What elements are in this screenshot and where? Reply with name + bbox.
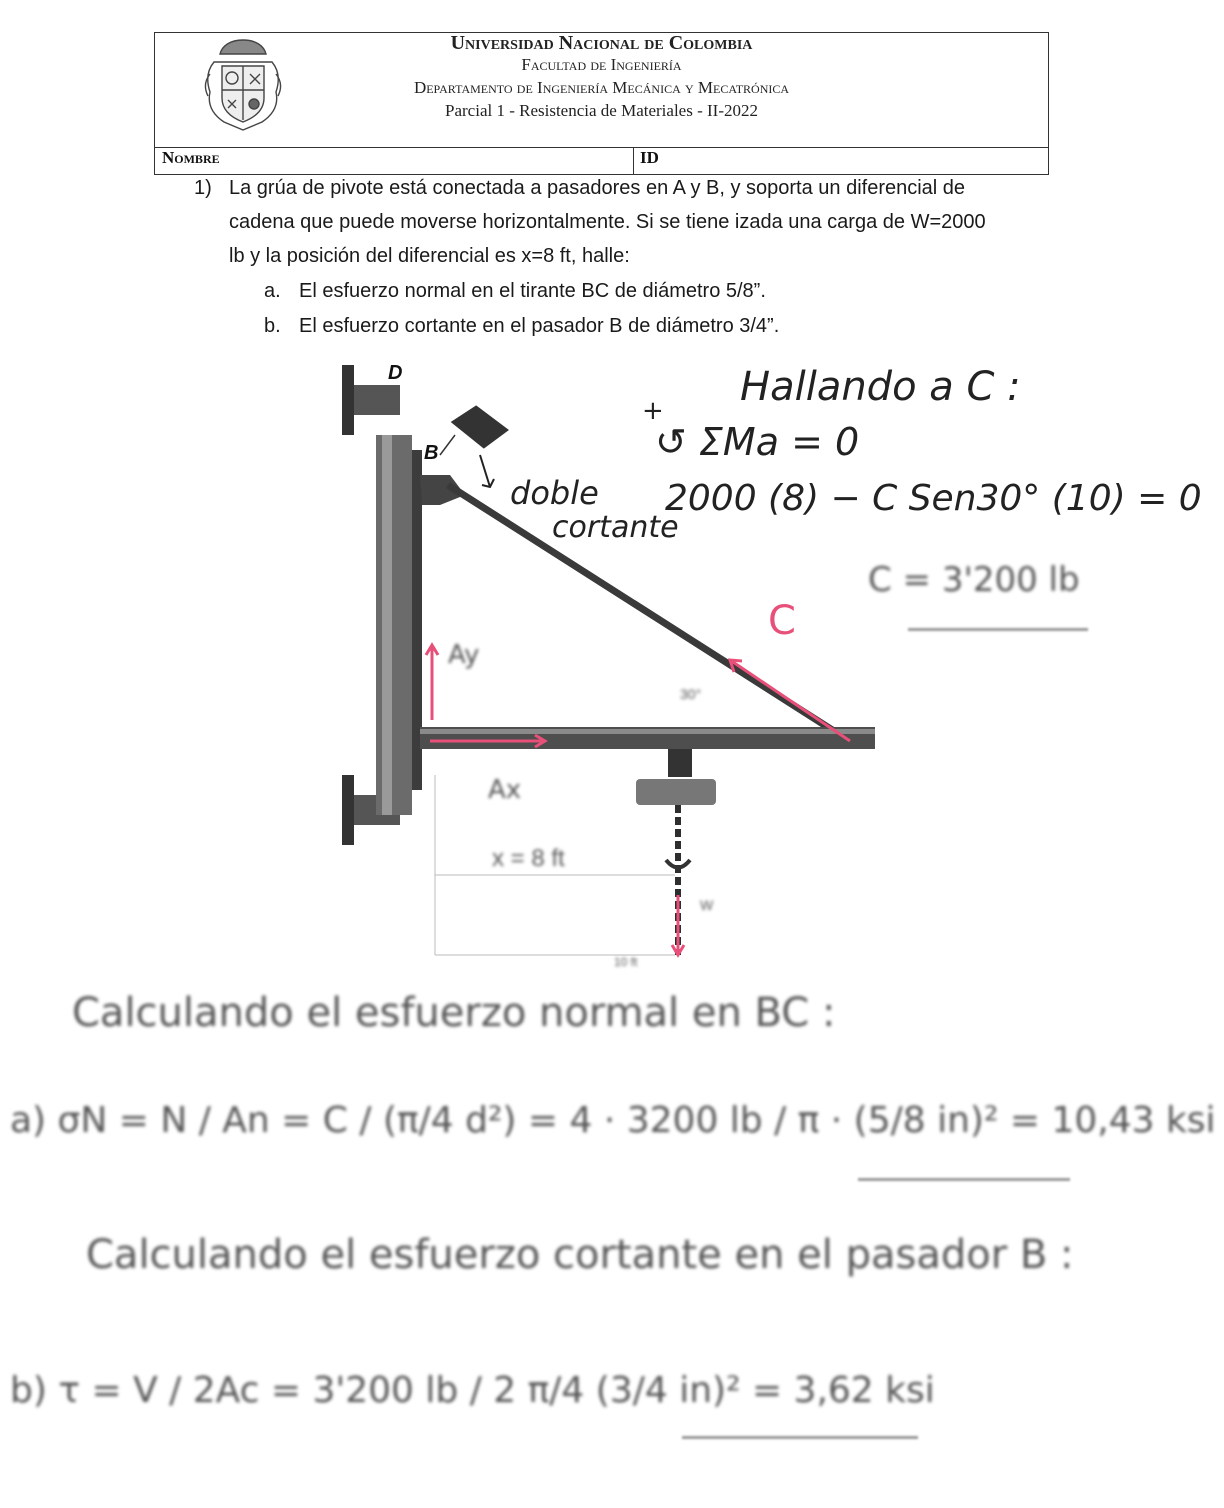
exam-title: Parcial 1 - Resistencia de Materiales - II-2022 <box>445 101 758 120</box>
label-angle: 30° <box>680 686 702 702</box>
problem-number: 1) <box>194 177 212 199</box>
note-cortante: cortante <box>552 510 679 545</box>
result-c-underline <box>908 628 1088 631</box>
sum-plus: + <box>642 396 664 426</box>
moment-equation: 2000 (8) − C Sen30° (10) = 0 <box>665 478 1202 519</box>
sum-moments: ↺ ΣMa = 0 <box>655 420 860 464</box>
label-x: x = 8 ft <box>492 845 565 872</box>
note-doble: doble <box>510 474 599 512</box>
problem-line-2: cadena que puede moverse horizontalmente. Si se tiene izada una carga de W=2000 <box>229 211 986 233</box>
label-d: D <box>388 362 403 384</box>
problem-line-1: La grúa de pivote está conectada a pasadores en A y B, y soporta un diferencial de <box>229 177 966 199</box>
university-name: Universidad Nacional de Colombia <box>450 32 753 54</box>
faculty-name: Facultad de Ingeniería <box>521 55 682 74</box>
result-b-underline <box>682 1436 918 1439</box>
part-a-equation: a) σN = N / An = C / (π/4 d²) = 4 · 3200 lb / π · (5/8 in)² = 10,43 ksi <box>10 1100 1216 1141</box>
item-b-text: El esfuerzo cortante en el pasador B de diámetro 3/4”. <box>299 315 780 337</box>
label-ten-ft: 10 ft <box>614 955 638 969</box>
heading-normal-stress: Calculando el esfuerzo normal en BC : <box>72 990 836 1036</box>
result-c: C = 3'200 lb <box>868 560 1080 600</box>
label-b: B <box>424 442 439 464</box>
label-c: C <box>768 598 796 644</box>
problem-line-3: lb y la posición del diferencial es x=8 ft, halle: <box>229 245 630 267</box>
name-label: Nombre <box>162 148 220 167</box>
id-label: ID <box>640 148 659 167</box>
part-b-equation: b) τ = V / 2Ac = 3'200 lb / 2 π/4 (3/4 in)² = 3,62 ksi <box>10 1370 935 1411</box>
label-ax: Ax <box>488 775 522 805</box>
label-w: W <box>700 897 714 913</box>
department-name: Departamento de Ingeniería Mecánica y Mecatrónica <box>413 78 790 97</box>
heading-find-c: Hallando a C : <box>740 364 1021 410</box>
item-b-marker: b. <box>264 315 281 337</box>
result-a-underline <box>858 1178 1070 1181</box>
item-a-text: El esfuerzo normal en el tirante BC de diámetro 5/8”. <box>299 280 766 302</box>
label-ay: Ay <box>448 640 480 670</box>
item-a-marker: a. <box>264 280 281 302</box>
heading-shear-stress: Calculando el esfuerzo cortante en el pasador B : <box>86 1232 1074 1278</box>
